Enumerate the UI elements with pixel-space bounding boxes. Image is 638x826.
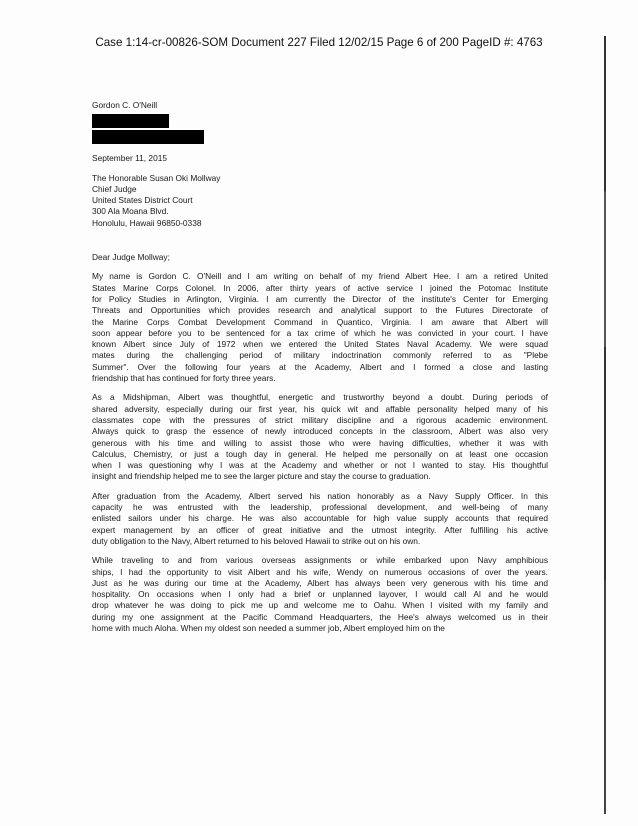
paragraph xyxy=(92,271,548,384)
paragraph-line: ships, I had the opportunity to visit Albert and his wife, Wendy on numerous occasions of over the years. xyxy=(92,566,548,577)
paragraph-line: While traveling to and from various overseas assignments or while embarked upon Navy amphibious xyxy=(92,555,548,566)
recipient-line: The Honorable Susan Oki Mollway xyxy=(92,172,221,183)
paragraph-line: soon appear before you to be sentenced for a tax crime of which he was convicted in your court. I have xyxy=(92,327,548,338)
paragraph-line: As a Midshipman, Albert was thoughtful, energetic and trustworthy beyond a doubt. During periods of xyxy=(92,392,548,403)
paragraph-line: enlisted sailors under his charge. He was also accountable for high value supply accounts that required xyxy=(92,513,548,524)
paragraph-line: when I was questioning why I was at the Academy and whether or not I wanted to stay. His thoughtful xyxy=(92,460,548,471)
recipient-line: Chief Judge xyxy=(92,183,137,194)
recipient-address xyxy=(92,173,548,229)
paragraph-line: shared adversity, especially during our first year, his quick wit and affable personality helped many of his xyxy=(92,403,548,414)
paragraph-line: My name is Gordon C. O'Neill and I am writing on behalf of my friend Albert Hee. I am a retired United xyxy=(92,271,548,282)
paragraph-line: drop whatever he was doing to pick me up and welcome me to Oahu. When I visited with my family and xyxy=(92,600,548,611)
paragraph-line: home with much Aloha. When my oldest son needed a summer job, Albert employed him on the xyxy=(92,622,445,633)
paragraph-line: insight and friendship helped me to see the larger picture and stay the course to graduation. xyxy=(92,471,431,482)
paragraph-line: Calculus, Chemistry, or just a tough day in general. He helped me personally on at least one occasion xyxy=(92,448,548,459)
paragraph-line: Just as he was during our time at the Academy, Albert has always been very generous with his time and xyxy=(92,577,548,588)
paragraph-line: classmates cope with the pressures of strict military discipline and a rigorous academic environment. xyxy=(92,414,548,425)
recipient-line: Honolulu, Hawaii 96850-0338 xyxy=(92,217,202,228)
paragraph-line: States Marine Corps Colonel. In 2006, after thirty years of active service I joined the Potomac Institute xyxy=(92,282,548,293)
paragraph-line: After graduation from the Academy, Albert served his nation honorably as a Navy Supply Officer. In this xyxy=(92,490,548,501)
paragraph-line: Threats and Opportunities which provides research and analytical support to the Futures Directorate of xyxy=(92,305,548,316)
letter-date: September 11, 2015 xyxy=(92,153,167,164)
recipient-line: 300 Ala Moana Blvd. xyxy=(92,206,169,217)
paragraph-line: Summer". Over the following four years at the Academy, Albert and I formed a close and lasting xyxy=(92,361,548,372)
paragraph-line: the Marine Corps Combat Development Command in Quantico, Virginia. I am aware that Albert will xyxy=(92,316,548,327)
court-filing-header: Case 1:14-cr-00826-SOM Document 227 Filed 12/02/15 Page 6 of 200 PageID #: 4763 xyxy=(95,36,543,49)
paragraph-line: during my one assignment at the Pacific Command Headquarters, the Hee's always welcomed us in their xyxy=(92,611,548,622)
recipient-line: United States District Court xyxy=(92,195,193,206)
paragraph-line: for Policy Studies in Arlington, Virginia. I am currently the Director of the institute's Center for Emerging xyxy=(92,293,548,304)
redaction-bar xyxy=(92,130,204,144)
paragraph-line: generous with his time and willing to assist those who were having difficulties, whether it was with xyxy=(92,437,548,448)
paragraph-line: hospitality. On occasions when I only had a brief or unplanned layover, I would call Al and he would xyxy=(92,589,548,600)
paragraph-line: known Albert since July of 1972 when we entered the United States Naval Academy. We were squad xyxy=(92,339,548,350)
redaction-bar xyxy=(92,114,169,128)
paragraph xyxy=(92,555,548,634)
sender-name: Gordon C. O'Neill xyxy=(92,100,158,110)
paragraph-line: friendship that has continued for forty three years. xyxy=(92,373,276,384)
page-edge-line xyxy=(604,36,606,814)
paragraph xyxy=(92,491,548,547)
paragraph-line: mates during the challenging period of military indoctrination commonly referred to as "Plebe xyxy=(92,350,548,361)
salutation: Dear Judge Mollway; xyxy=(92,252,170,263)
letter-body xyxy=(92,100,548,634)
paragraph-line: Always quick to grasp the essence of newly introduced concepts in the classroom, Albert was also very xyxy=(92,426,548,437)
paragraph xyxy=(92,392,548,482)
paragraph-line: duty obligation to the Navy, Albert returned to his beloved Hawaii to strike out on his own. xyxy=(92,535,421,546)
paragraph-line: expert management by an officer of great initiative and the utmost integrity. After fulfilling his active xyxy=(92,524,548,535)
paragraph-line: capacity he was entrusted with the leadership, professional development, and well-being of many xyxy=(92,502,548,513)
